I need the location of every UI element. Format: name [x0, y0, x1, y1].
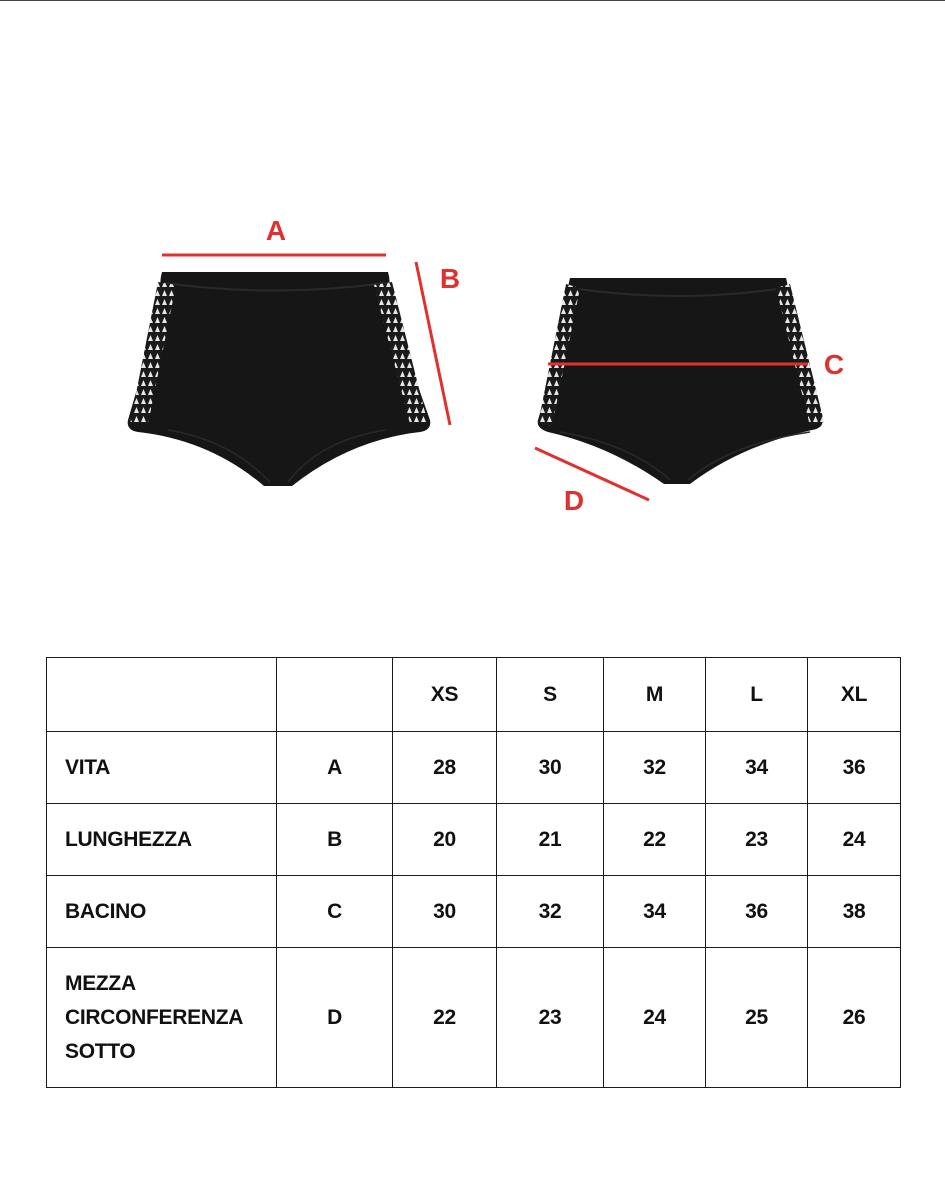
- table-cell: 34: [604, 876, 706, 948]
- back-garment: [538, 278, 824, 484]
- marker-c: C: [823, 349, 845, 380]
- row-label: LUNGHEZZA: [47, 804, 277, 876]
- table-cell: 24: [604, 948, 706, 1088]
- header-cell-m: M: [604, 658, 706, 732]
- front-garment: [128, 272, 431, 486]
- marker-d: D: [563, 485, 585, 516]
- header-cell-l: L: [706, 658, 808, 732]
- row-code: C: [277, 876, 393, 948]
- table-cell: 20: [393, 804, 497, 876]
- table-cell: 24: [808, 804, 901, 876]
- table-cell: 22: [604, 804, 706, 876]
- table-cell: 23: [706, 804, 808, 876]
- table-row: [47, 732, 901, 804]
- table-cell: 26: [808, 948, 901, 1088]
- row-label-line: CIRCONFERENZA: [65, 1005, 244, 1029]
- table-header-row: [47, 658, 901, 732]
- header-cell-xs: XS: [393, 658, 497, 732]
- row-label-line: MEZZA: [65, 971, 136, 995]
- row-label: VITA: [47, 732, 277, 804]
- table-row: [47, 876, 901, 948]
- header-cell-xl: XL: [808, 658, 901, 732]
- table-cell: 28: [393, 732, 497, 804]
- table-cell: 30: [393, 876, 497, 948]
- row-code: A: [277, 732, 393, 804]
- row-label-line: SOTTO: [65, 1039, 136, 1063]
- table-cell: 38: [808, 876, 901, 948]
- header-cell: [277, 658, 393, 732]
- table-row: [47, 804, 901, 876]
- table-cell: 30: [497, 732, 604, 804]
- table-cell: 34: [706, 732, 808, 804]
- table-cell: 32: [497, 876, 604, 948]
- row-label: BACINO: [47, 876, 277, 948]
- row-code: D: [277, 948, 393, 1088]
- table-cell: 25: [706, 948, 808, 1088]
- table-cell: 32: [604, 732, 706, 804]
- table-cell: 23: [497, 948, 604, 1088]
- table-cell: 22: [393, 948, 497, 1088]
- row-label: [47, 948, 277, 1088]
- table-cell: 36: [706, 876, 808, 948]
- row-code: B: [277, 804, 393, 876]
- table-cell: 21: [497, 804, 604, 876]
- header-cell-s: S: [497, 658, 604, 732]
- table-cell: 36: [808, 732, 901, 804]
- marker-a: A: [265, 215, 287, 246]
- header-cell: [47, 658, 277, 732]
- marker-b: B: [439, 263, 461, 294]
- size-table: [46, 657, 901, 1088]
- table-row: [47, 948, 901, 1088]
